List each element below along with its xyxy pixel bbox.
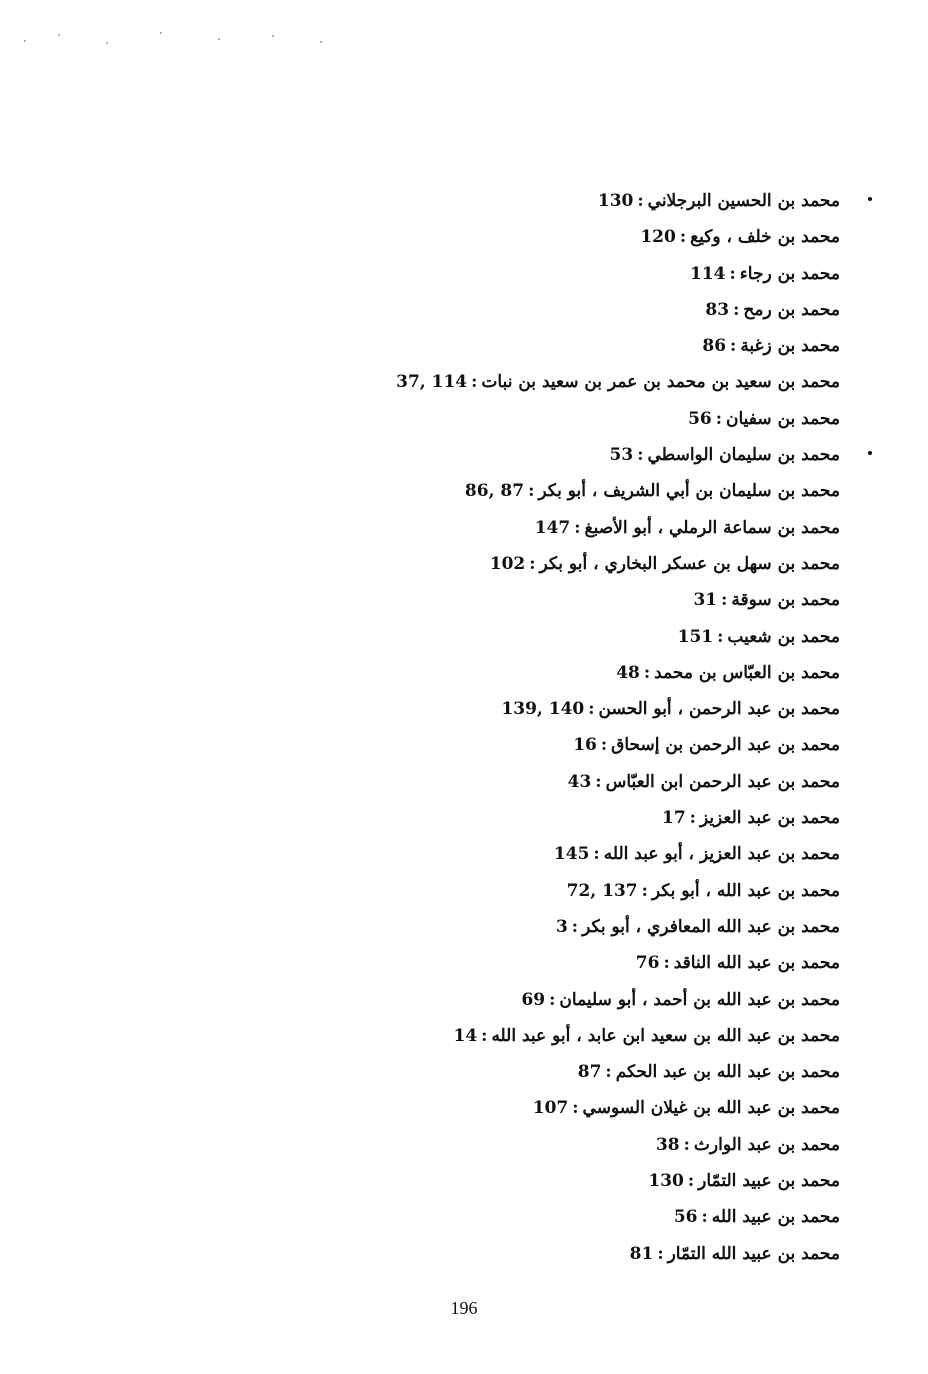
margin-dot-mark [868,451,872,455]
entry-name: محمد بن عبد الله بن سعيد ابن عابد ، أبو عبد الله [491,1025,840,1046]
index-entry [280,800,840,836]
entry-name: محمد بن سعيد بن محمد بن عمر بن سعيد بن نبات [481,372,840,393]
entry-separator: : [637,191,644,211]
entry-name: محمد بن عبد الله ، أبو بكر [651,880,840,901]
entry-name: محمد بن عبد العزيز ، أبو عبد الله [603,844,840,865]
entry-page-refs: 56 [673,1207,698,1228]
index-entry [280,764,840,800]
index-entry [280,691,840,727]
index-entry [280,945,840,981]
index-entry [280,256,840,292]
entry-separator: : [481,1025,488,1046]
entry-name: محمد بن سهل بن عسكر البخاري ، أبو بكر [539,553,840,574]
index-entry [280,873,840,909]
index-entry [280,183,840,219]
entry-separator: : [715,408,723,429]
index-entry [280,219,840,255]
entry-separator: : [637,445,644,466]
entry-page-refs: 139, 140 [501,699,585,720]
entry-page-refs: 76 [635,953,660,974]
entry-page-refs: 87 [577,1062,602,1083]
index-entry [280,1199,840,1235]
entry-page-refs: 38 [655,1134,680,1155]
entry-separator: : [588,699,595,720]
entry-page-refs: 72, 137 [566,880,638,901]
entry-separator: : [729,263,736,284]
entry-separator: : [571,916,579,937]
entry-page-refs: 86 [702,336,727,357]
entry-separator: : [528,481,535,502]
index-entry [280,328,840,364]
page-number: 196 [450,1298,478,1318]
index-entry [280,909,840,945]
index-entry [280,582,840,618]
entry-separator: : [687,1171,695,1192]
entry-separator: : [600,735,608,756]
entry-page-refs: 130 [648,1171,684,1192]
entry-separator: : [641,880,648,901]
entry-page-refs: 48 [616,662,640,683]
entry-name: محمد بن رمح [743,299,840,320]
entry-name: محمد بن سوقة [731,590,840,611]
entry-page-refs: 86, 87 [464,481,525,502]
entry-separator: : [701,1207,708,1228]
entry-page-refs: 16 [573,735,597,756]
entry-page-refs: 102 [489,553,526,574]
entry-name: محمد بن عبد الرحمن ابن العبّاس [605,771,840,792]
entry-name: محمد بن خلف ، وكيع [690,227,840,248]
entry-name: محمد بن سماعة الرملي ، أبو الأصبغ [584,517,840,538]
entry-separator: : [529,553,536,574]
index-entry [280,292,840,328]
name-index-list [280,183,840,1272]
entry-separator: : [574,517,581,538]
entry-separator: : [689,808,696,829]
index-entry [280,546,840,582]
entry-page-refs: 3 [555,916,568,937]
index-entry [280,1127,840,1163]
entry-separator: : [663,953,670,974]
entry-name: محمد بن عبد الرحمن بن إسحاق [611,735,840,756]
entry-page-refs: 69 [521,989,546,1010]
index-entry [280,655,840,691]
index-entry [280,364,840,400]
entry-name: محمد بن الحسين البرجلاني [647,191,840,211]
index-entry [280,437,840,473]
scan-noise [20,28,360,48]
entry-separator: : [605,1062,612,1083]
entry-page-refs: 14 [453,1025,478,1046]
entry-page-refs: 83 [705,299,730,320]
entry-page-refs: 147 [534,517,571,538]
index-entry [280,619,840,655]
entry-name: محمد بن سليمان بن أبي الشريف ، أبو بكر [538,481,840,502]
entry-separator: : [679,227,687,248]
entry-separator: : [471,372,478,393]
entry-name: محمد بن شعيب [727,626,840,647]
entry-name: محمد بن عبد الله الناقد [673,953,840,974]
entry-name: محمد بن عبد الله بن أحمد ، أبو سليمان [559,989,840,1010]
entry-page-refs: 56 [688,408,712,429]
entry-page-refs: 17 [661,808,686,829]
entry-name: محمد بن عبد الرحمن ، أبو الحسن [598,699,840,720]
entry-name: محمد بن رجاء [739,263,840,284]
entry-separator: : [657,1243,664,1264]
entry-name: محمد بن عبد الوارث [693,1134,840,1155]
index-entry [280,1018,840,1054]
entry-separator: : [717,626,724,647]
entry-name: محمد بن عبيد التمّار [698,1171,840,1192]
entry-separator: : [595,771,602,792]
index-entry [280,1236,840,1272]
entry-page-refs: 145 [553,844,590,865]
entry-name: محمد بن عبد العزيز [699,808,840,829]
entry-name: محمد بن زغبة [740,336,840,357]
entry-name: محمد بن عبد الله بن غيلان السوسي [582,1098,840,1119]
index-entry [280,727,840,763]
entry-name: محمد بن عبيد الله التمّار [667,1243,840,1264]
entry-name: محمد بن عبد الله بن عبد الحكم [615,1062,840,1083]
entry-page-refs: 43 [567,771,592,792]
entry-separator: : [721,590,728,611]
index-entry [280,1054,840,1090]
margin-dot-mark [868,197,872,201]
entry-page-refs: 114 [689,263,726,284]
entry-page-refs: 53 [609,445,634,466]
entry-separator: : [733,299,740,320]
entry-separator: : [549,989,556,1010]
entry-separator: : [572,1098,579,1119]
index-entry [280,473,840,509]
entry-name: محمد بن عبد الله المعافري ، أبو بكر [582,916,840,937]
entry-page-refs: 120 [640,227,676,248]
entry-page-refs: 151 [677,626,714,647]
entry-page-refs: 37, 114 [396,372,468,393]
index-entry [280,1090,840,1126]
entry-page-refs: 130 [597,191,634,211]
index-entry [280,982,840,1018]
index-entry [280,401,840,437]
index-entry [280,836,840,872]
entry-separator: : [593,844,600,865]
entry-page-refs: 107 [532,1098,569,1119]
entry-name: محمد بن عبيد الله [711,1207,840,1228]
entry-page-refs: 81 [629,1243,654,1264]
entry-separator: : [683,1134,690,1155]
entry-separator: : [643,662,651,683]
entry-page-refs: 31 [693,590,718,611]
index-entry [280,510,840,546]
index-entry [280,1163,840,1199]
entry-name: محمد بن سفيان [726,408,840,429]
entry-name: محمد بن سليمان الواسطي [647,445,840,466]
entry-separator: : [730,336,737,357]
entry-name: محمد بن العبّاس بن محمد [654,662,840,683]
